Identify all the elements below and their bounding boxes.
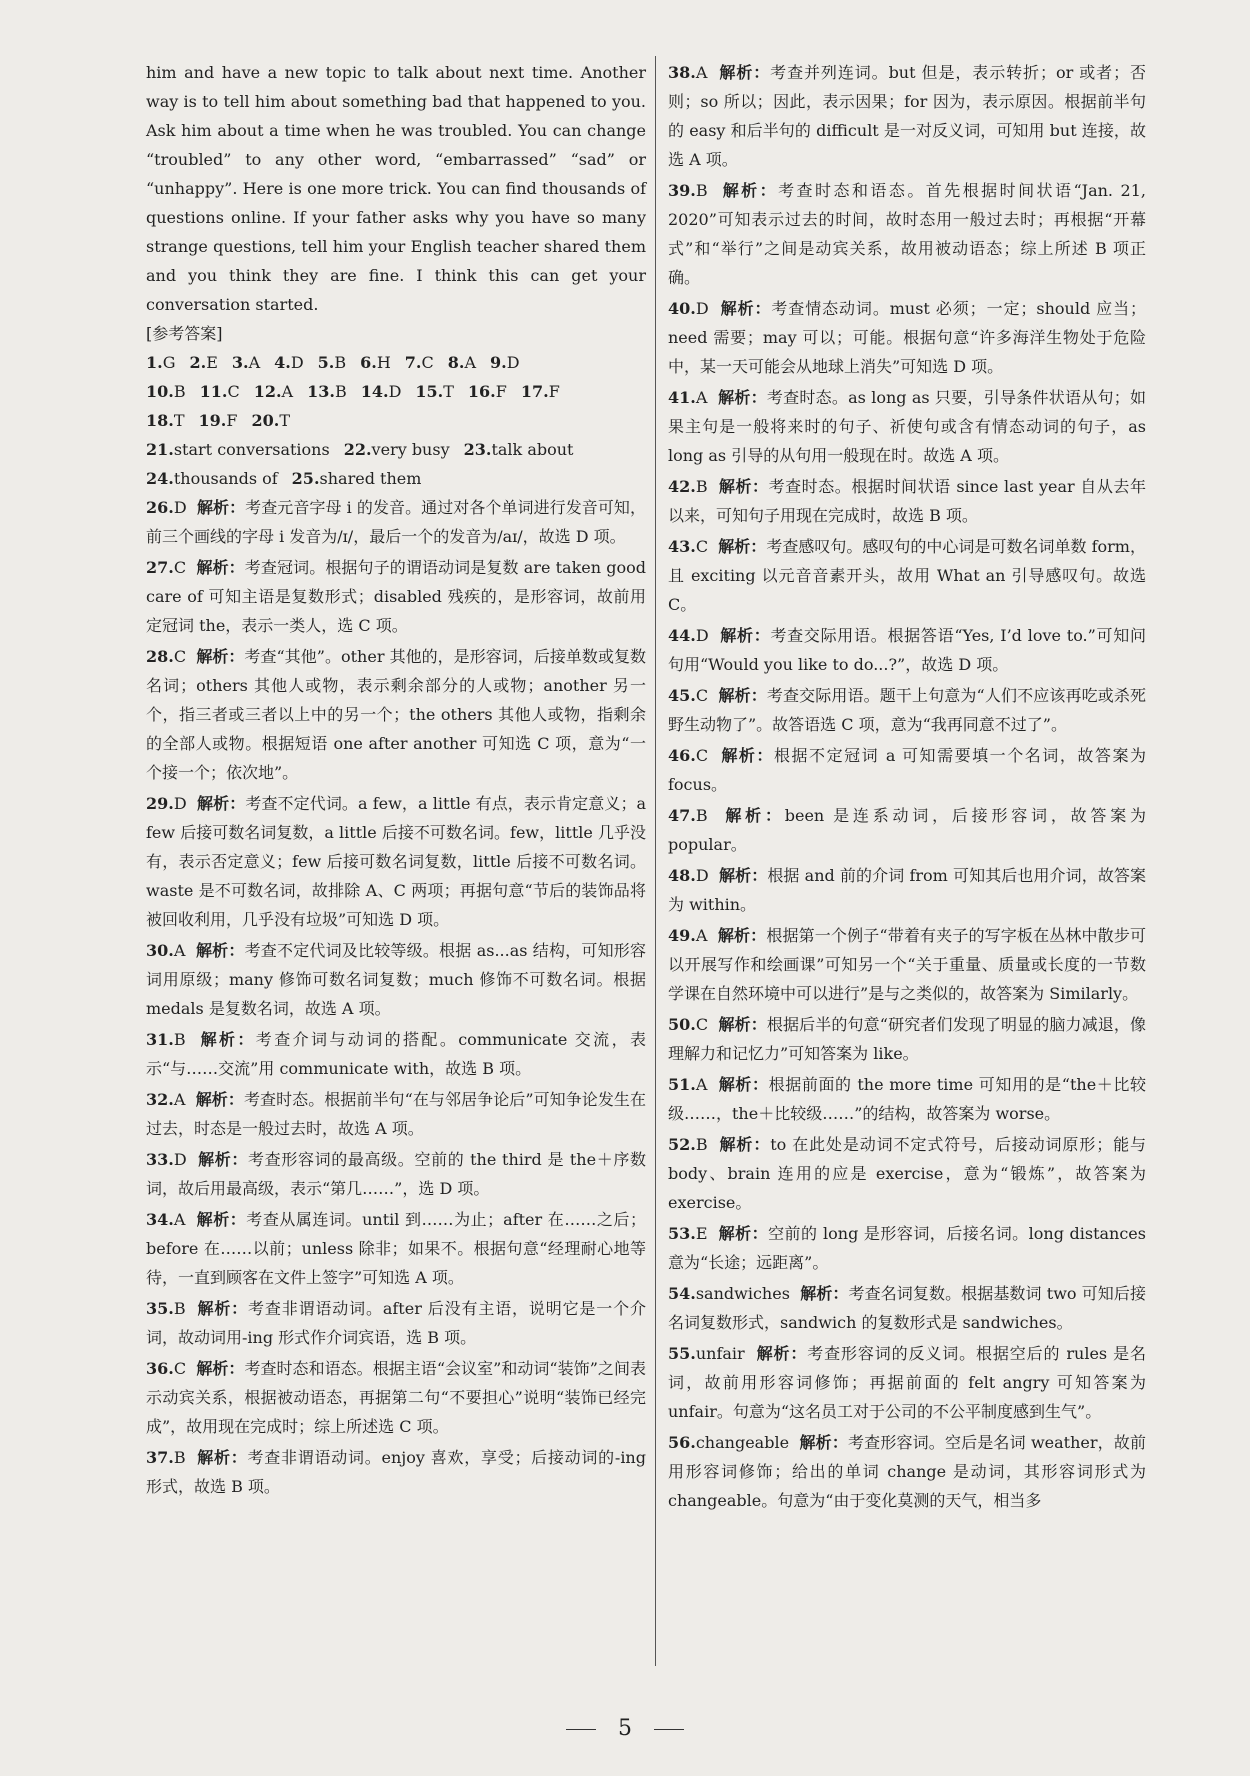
answer-key-item bbox=[199, 411, 238, 430]
question-number: 39. bbox=[668, 181, 696, 200]
explanation-label: 解析： bbox=[718, 388, 767, 407]
answer-key-item bbox=[415, 382, 454, 401]
explanation-text: 考查非谓语动词。after 后没有主语，说明它是一个介词，故动词用-ing 形式作介词宾语，选 B 项。 bbox=[146, 1299, 646, 1347]
explanation-label: 解析： bbox=[196, 647, 245, 666]
explanation-item bbox=[668, 1279, 1146, 1337]
explanation-label: 解析： bbox=[197, 1448, 248, 1467]
explanation-label: 解析： bbox=[718, 686, 767, 705]
answer-number: 1. bbox=[146, 353, 163, 372]
question-number: 50. bbox=[668, 1015, 696, 1034]
explanation-text: 根据不定冠词 a 可知需要填一个名词，故答案为 focus。 bbox=[668, 746, 1146, 794]
answer-number: 15. bbox=[415, 382, 444, 401]
answer-value: A bbox=[464, 353, 477, 372]
answer-key-item bbox=[232, 353, 260, 372]
answer-number: 21. bbox=[146, 440, 174, 459]
answer-letter: changeable bbox=[695, 1433, 800, 1452]
answer-key-item bbox=[146, 469, 278, 488]
answer-value: B bbox=[334, 382, 347, 401]
question-number: 47. bbox=[668, 806, 696, 825]
explanation-item bbox=[668, 1339, 1146, 1426]
answer-letter: B bbox=[173, 1448, 198, 1467]
answer-value: thousands of bbox=[173, 469, 278, 488]
explanation-item bbox=[146, 1205, 646, 1292]
explanation-label: 解析： bbox=[720, 299, 772, 318]
explanation-item bbox=[146, 553, 646, 640]
page-number bbox=[0, 1716, 1250, 1741]
explanation-item bbox=[146, 1145, 646, 1203]
explanation-text: 根据前面的 the more time 可知用的是“the＋比较级……，the＋比较级……”的结构，故答案为 worse。 bbox=[668, 1075, 1146, 1123]
explanation-text: 考查时态和语态。根据主语“会议室”和动词“装饰”之间表示动宾关系，根据被动语态，再据第二句“不要担心”说明“装饰已经完成”，故用现在完成时；综上所述选 C 项。 bbox=[146, 1359, 646, 1436]
answer-value: F bbox=[548, 382, 560, 401]
explanation-text: been 是连系动词，后接形容词，故答案为 popular。 bbox=[668, 806, 1146, 854]
question-number: 45. bbox=[668, 686, 696, 705]
explanation-item bbox=[146, 1025, 646, 1083]
answer-number: 17. bbox=[520, 382, 549, 401]
answer-letter: B bbox=[173, 1030, 201, 1049]
explanation-label: 解析： bbox=[799, 1433, 848, 1452]
question-number: 43. bbox=[668, 537, 696, 556]
explanation-label: 解析： bbox=[718, 477, 769, 496]
answer-key bbox=[146, 348, 646, 493]
answer-number: 12. bbox=[253, 382, 282, 401]
answer-key-row bbox=[146, 348, 646, 377]
explanation-item bbox=[668, 1130, 1146, 1217]
right-explanations bbox=[668, 58, 1146, 1515]
explanation-item bbox=[146, 936, 646, 1023]
explanation-item bbox=[668, 532, 1146, 619]
answer-letter: D bbox=[173, 498, 197, 517]
answer-value: F bbox=[226, 411, 238, 430]
answer-letter: D bbox=[695, 299, 721, 318]
explanation-text: 考查元音字母 i 的发音。通过对各个单词进行发音可知，前三个画线的字母 i 发音为/ɪ/，最后一个的发音为/aɪ/，故选 D 项。 bbox=[146, 498, 646, 546]
answer-key-item bbox=[490, 353, 520, 372]
answer-letter: C bbox=[173, 647, 197, 666]
explanation-item bbox=[668, 383, 1146, 470]
explanation-label: 解析： bbox=[756, 1344, 808, 1363]
answer-key-row bbox=[146, 377, 646, 406]
explanation-label: 解析： bbox=[722, 181, 779, 200]
explanation-item bbox=[668, 294, 1146, 381]
answer-key-item bbox=[146, 382, 186, 401]
explanation-label: 解析： bbox=[718, 1015, 767, 1034]
question-number: 48. bbox=[668, 866, 696, 885]
explanation-text: to 在此处是动词不定式符号，后接动词原形；能与 body、brain 连用的应是 exercise，意为“锻炼”，故答案为 exercise。 bbox=[668, 1135, 1146, 1212]
question-number: 40. bbox=[668, 299, 696, 318]
explanation-text: 考查介词与动词的搭配。communicate 交流，表示“与……交流”用 communicate with，故选 B 项。 bbox=[146, 1030, 646, 1078]
question-number: 27. bbox=[146, 558, 174, 577]
question-number: 55. bbox=[668, 1344, 696, 1363]
answer-key-row bbox=[146, 435, 646, 464]
answer-key-item bbox=[200, 382, 240, 401]
explanation-text: 考查形容词的最高级。空前的 the third 是 the＋序数词，故后用最高级，表示“第几……”，选 D 项。 bbox=[146, 1150, 646, 1198]
answer-letter: A bbox=[173, 1090, 196, 1109]
answer-letter: C bbox=[695, 537, 719, 556]
answer-number: 9. bbox=[490, 353, 507, 372]
explanation-item bbox=[146, 1354, 646, 1441]
explanation-item bbox=[146, 1085, 646, 1143]
explanation-label: 解析： bbox=[195, 941, 245, 960]
explanation-text: 考查时态和语态。首先根据时间状语“Jan. 21, 2020”可知表示过去的时间，故时态用一般过去时；再根据“开幕式”和“举行”之间是动宾关系，故用被动语态；综上所述 B 项正确。 bbox=[668, 181, 1146, 287]
answer-key-item bbox=[318, 353, 346, 372]
explanation-label: 解析： bbox=[718, 537, 767, 556]
answer-number: 11. bbox=[199, 382, 228, 401]
answer-letter: D bbox=[173, 794, 198, 813]
answer-key-item bbox=[521, 382, 560, 401]
explanation-label: 解析： bbox=[720, 626, 771, 645]
answer-number: 20. bbox=[251, 411, 280, 430]
explanation-item bbox=[668, 1010, 1146, 1068]
question-number: 29. bbox=[146, 794, 174, 813]
explanation-text: 考查非谓语动词。enjoy 喜欢，享受；后接动词的-ing 形式，故选 B 项。 bbox=[146, 1448, 646, 1496]
explanation-item bbox=[668, 1428, 1146, 1515]
answer-key-item bbox=[361, 382, 402, 401]
answer-number: 4. bbox=[274, 353, 291, 372]
question-number: 44. bbox=[668, 626, 696, 645]
question-number: 52. bbox=[668, 1135, 696, 1154]
explanation-item bbox=[668, 801, 1146, 859]
answer-letter: C bbox=[695, 1015, 719, 1034]
answer-number: 22. bbox=[343, 440, 372, 459]
answer-letter: D bbox=[695, 866, 720, 885]
answer-key-item bbox=[274, 353, 304, 372]
explanation-label: 解析： bbox=[719, 63, 771, 82]
explanation-label: 解析： bbox=[196, 1359, 245, 1378]
answer-number: 2. bbox=[189, 353, 207, 372]
explanation-label: 解析： bbox=[197, 1299, 249, 1318]
explanation-label: 解析： bbox=[198, 1150, 249, 1169]
answer-value: A bbox=[281, 382, 294, 401]
answer-number: 18. bbox=[146, 411, 174, 430]
question-number: 53. bbox=[668, 1224, 696, 1243]
passage-paragraph: him and have a new topic to talk about next time. Another way is to tell him about something bad that happened to you. Ask him about a time when he was troubled. You can change “troubled” to any other word, “embarrassed” “sad” or “unhappy”. Here is one more trick. You can find thousands of questions online. If your father asks why you have so many strange questions, tell him your English teacher shared them and you think they are fine. I think this can get your conversation started. bbox=[146, 63, 646, 314]
page-number-dash-left bbox=[566, 1729, 596, 1730]
answer-letter: A bbox=[695, 926, 718, 945]
explanation-text: 考查感叹句。感叹句的中心词是可数名词单数 form，且 exciting 以元音音素开头，故用 What an 引导感叹句。故选 C。 bbox=[668, 537, 1146, 614]
explanation-text: 根据第一个例子“带着有夹子的写字板在丛林中散步可以开展写作和绘画课”可知另一个“关于重量、质量或长度的一节数学课在自然环境中可以进行”是与之类似的，故答案为 Similarly。 bbox=[668, 926, 1146, 1003]
answer-key-item bbox=[448, 353, 476, 372]
question-number: 28. bbox=[146, 647, 174, 666]
answer-number: 6. bbox=[360, 353, 377, 372]
answer-number: 13. bbox=[307, 382, 335, 401]
answer-number: 7. bbox=[404, 353, 422, 372]
explanation-label: 解析： bbox=[719, 866, 768, 885]
answer-value: C bbox=[227, 382, 240, 401]
right-column bbox=[668, 58, 1146, 1517]
answer-number: 8. bbox=[447, 353, 465, 372]
answer-number: 5. bbox=[317, 353, 335, 372]
explanation-text: 根据 and 前的介词 from 可知其后也用介词，故答案为 within。 bbox=[668, 866, 1146, 914]
answer-letter: C bbox=[695, 746, 722, 765]
answer-letter: sandwiches bbox=[695, 1284, 801, 1303]
question-number: 33. bbox=[146, 1150, 174, 1169]
answer-value: very busy bbox=[371, 440, 450, 459]
answer-key-item bbox=[464, 440, 574, 459]
question-number: 56. bbox=[668, 1433, 696, 1452]
answer-value: A bbox=[248, 353, 261, 372]
question-number: 38. bbox=[668, 63, 696, 82]
question-number: 41. bbox=[668, 388, 696, 407]
answer-key-item bbox=[146, 353, 175, 372]
explanation-text: 考查形容词的反义词。根据空后的 rules 是名词，故前用形容词修饰；再据前面的 felt angry 可知答案为 unfair。句意为“这名员工对于公司的不公平制度感到生气”。 bbox=[668, 1344, 1146, 1421]
page-number-value: 5 bbox=[618, 1716, 632, 1741]
answer-letter: B bbox=[695, 477, 719, 496]
question-number: 42. bbox=[668, 477, 696, 496]
explanation-label: 解析： bbox=[725, 806, 785, 825]
answer-letter: unfair bbox=[695, 1344, 757, 1363]
explanation-item bbox=[146, 1294, 646, 1352]
answer-value: G bbox=[162, 353, 176, 372]
answer-letter: C bbox=[173, 558, 197, 577]
explanation-item bbox=[668, 176, 1146, 292]
explanation-text: 考查不定代词及比较等级。根据 as...as 结构，可知形容词用原级；many 修饰可数名词复数；much 修饰不可数名词。根据 medals 是复数名词，故选 A 项。 bbox=[146, 941, 646, 1018]
answer-letter: B bbox=[695, 181, 723, 200]
page-number-dash-right bbox=[654, 1729, 684, 1730]
explanation-item bbox=[146, 642, 646, 787]
answer-letter: E bbox=[695, 1224, 719, 1243]
explanation-item bbox=[668, 861, 1146, 919]
answer-letter: A bbox=[695, 1075, 719, 1094]
question-number: 36. bbox=[146, 1359, 174, 1378]
explanation-text: 考查时态。as long as 只要，引导条件状语从句；如果主句是一般将来时的句子、祈使句或含有情态动词的句子，as long as 引导的从句用一般现在时。故选 A 项。 bbox=[668, 388, 1146, 465]
answer-key-item bbox=[254, 382, 293, 401]
explanation-text: 考查时态。根据时间状语 since last year 自从去年以来，可知句子用现在完成时，故选 B 项。 bbox=[668, 477, 1146, 525]
answer-value: B bbox=[334, 353, 347, 372]
answer-number: 24. bbox=[146, 469, 174, 488]
question-number: 46. bbox=[668, 746, 696, 765]
question-number: 49. bbox=[668, 926, 696, 945]
explanation-label: 解析： bbox=[196, 498, 246, 517]
explanation-text: 考查形容词。空后是名词 weather，故前用形容词修饰；给出的单词 change 是动词，其形容词形式为 changeable。句意为“由于变化莫测的天气，相当多 bbox=[668, 1433, 1146, 1510]
explanation-item bbox=[668, 921, 1146, 1008]
answer-letter: C bbox=[173, 1359, 197, 1378]
explanation-text: 考查情态动词。must 必须；一定；should 应当；need 需要；may 可以；可能。根据句意“许多海洋生物处于危险中，某一天可能会从地球上消失”可知选 D 项。 bbox=[668, 299, 1146, 376]
question-number: 35. bbox=[146, 1299, 174, 1318]
explanation-item bbox=[668, 1070, 1146, 1128]
answer-value: B bbox=[173, 382, 186, 401]
answer-number: 16. bbox=[467, 382, 496, 401]
question-number: 31. bbox=[146, 1030, 174, 1049]
explanation-label: 解析： bbox=[718, 1224, 769, 1243]
answer-value: T bbox=[443, 382, 454, 401]
explanation-label: 解析： bbox=[718, 1075, 769, 1094]
explanation-text: 考查交际用语。题干上句意为“人们不应该再吃或杀死野生动物了”。故答语选 C 项，意为“我再同意不过了”。 bbox=[668, 686, 1146, 734]
answer-key-row bbox=[146, 464, 646, 493]
answer-number: 19. bbox=[198, 411, 227, 430]
explanation-item bbox=[668, 621, 1146, 679]
answer-key-item bbox=[307, 382, 347, 401]
explanation-label: 解析： bbox=[196, 558, 245, 577]
answer-value: T bbox=[279, 411, 290, 430]
explanation-label: 解析： bbox=[200, 1030, 256, 1049]
answer-letter: B bbox=[173, 1299, 198, 1318]
answer-value: D bbox=[388, 382, 402, 401]
explanation-label: 解析： bbox=[195, 1090, 244, 1109]
answer-value: D bbox=[290, 353, 304, 372]
answer-letter: A bbox=[173, 1210, 197, 1229]
answer-value: E bbox=[206, 353, 218, 372]
explanation-label: 解析： bbox=[197, 794, 246, 813]
explanation-label: 解析： bbox=[719, 1135, 771, 1154]
answer-letter: D bbox=[695, 626, 721, 645]
answer-key-item bbox=[146, 440, 330, 459]
answer-key-item bbox=[344, 440, 450, 459]
explanation-label: 解析： bbox=[717, 926, 767, 945]
question-number: 54. bbox=[668, 1284, 696, 1303]
answer-key-item bbox=[405, 353, 434, 372]
answer-number: 10. bbox=[146, 382, 174, 401]
answer-key-item bbox=[292, 469, 422, 488]
question-number: 32. bbox=[146, 1090, 174, 1109]
answer-key-item bbox=[189, 353, 217, 372]
explanation-text: 考查“其他”。other 其他的，是形容词，后接单数或复数名词；others 其他人或物，表示剩余部分的人或物；another 另一个，指三者或三者以上中的另一个；the others 其他人或物，指剩余的全部人或物。根据短语 one after another 可知选 C 项，意为“一个接一个；依次地”。 bbox=[146, 647, 646, 782]
question-number: 26. bbox=[146, 498, 174, 517]
answer-value: F bbox=[495, 382, 507, 401]
answer-value: start conversations bbox=[173, 440, 330, 459]
explanation-label: 解析： bbox=[196, 1210, 247, 1229]
question-number: 37. bbox=[146, 1448, 174, 1467]
answer-number: 14. bbox=[360, 382, 389, 401]
answer-letter: B bbox=[695, 806, 726, 825]
left-explanations bbox=[146, 493, 646, 1501]
explanation-label: 解析： bbox=[721, 746, 774, 765]
explanation-text: 考查从属连词。until 到……为止；after 在……之后；before 在……以前；unless 除非；如果不。根据句意“经理耐心地等待，一直到顾客在文件上签字”可知选 A 项。 bbox=[146, 1210, 646, 1287]
explanation-item bbox=[668, 58, 1146, 174]
question-number: 51. bbox=[668, 1075, 696, 1094]
answer-key-item bbox=[146, 411, 185, 430]
answer-letter: D bbox=[173, 1150, 199, 1169]
answer-key-item bbox=[360, 353, 391, 372]
explanation-text: 根据后半的句意“研究者们发现了明显的脑力减退，像理解力和记忆力”可知答案为 like。 bbox=[668, 1015, 1146, 1063]
explanation-text: 空前的 long 是形容词，后接名词。long distances 意为“长途；远距离”。 bbox=[668, 1224, 1146, 1272]
explanation-text: 考查时态。根据前半句“在与邻居争论后”可知争论发生在过去，时态是一般过去时，故选 A 项。 bbox=[146, 1090, 646, 1138]
question-number: 30. bbox=[146, 941, 174, 960]
question-number: 34. bbox=[146, 1210, 174, 1229]
answer-key-item bbox=[251, 411, 290, 430]
answer-number: 23. bbox=[463, 440, 492, 459]
answer-letter: A bbox=[695, 388, 719, 407]
explanation-item bbox=[668, 472, 1146, 530]
answer-letter: A bbox=[173, 941, 196, 960]
explanation-text: 考查不定代词。a few，a little 有点，表示肯定意义；a few 后接可数名词复数，a little 后接不可数名词。few，little 几乎没有，表示否定意义；few 后接可数名词复数，little 后接不可数名词。waste 是不可数名词，故排除 A、C 两项；再据句意“节后的装饰品将被回收利用，几乎没有垃圾”可知选 D 项。 bbox=[146, 794, 646, 929]
answer-value: talk about bbox=[491, 440, 574, 459]
answer-value: C bbox=[421, 353, 434, 372]
explanation-text: 考查冠词。根据句子的谓语动词是复数 are taken good care of 可知主语是复数形式；disabled 残疾的，是形容词，故前用定冠词 the，表示一类人，选 C 项。 bbox=[146, 558, 646, 635]
explanation-item bbox=[146, 493, 646, 551]
explanation-text: 考查交际用语。根据答语“Yes, I’d love to.”可知问句用“Would you like to do...?”，故选 D 项。 bbox=[668, 626, 1146, 674]
explanation-item bbox=[668, 741, 1146, 799]
answer-value: T bbox=[173, 411, 185, 430]
answer-key-row bbox=[146, 406, 646, 435]
explanation-label: 解析： bbox=[800, 1284, 849, 1303]
answer-number: 3. bbox=[231, 353, 249, 372]
answer-value: D bbox=[506, 353, 520, 372]
answer-value: shared them bbox=[319, 469, 422, 488]
explanation-text: 考查并列连词。but 但是，表示转折；or 或者；否则；so 所以；因此，表示因果；for 因为，表示原因。根据前半句的 easy 和后半句的 difficult 是一对反义词，可知用 but 连接，故选 A 项。 bbox=[668, 63, 1146, 169]
explanation-item bbox=[146, 1443, 646, 1501]
explanation-item bbox=[668, 681, 1146, 739]
answer-number: 25. bbox=[291, 469, 320, 488]
explanation-item bbox=[146, 789, 646, 934]
explanation-text: 考查名词复数。根据基数词 two 可知后接名词复数形式，sandwich 的复数形式是 sandwiches。 bbox=[668, 1284, 1146, 1332]
answer-value: H bbox=[376, 353, 391, 372]
column-divider bbox=[655, 56, 656, 1666]
left-column bbox=[146, 58, 646, 1503]
answer-letter: A bbox=[695, 63, 720, 82]
answer-letter: C bbox=[695, 686, 719, 705]
answer-key-item bbox=[468, 382, 507, 401]
answer-letter: B bbox=[695, 1135, 720, 1154]
explanation-item bbox=[668, 1219, 1146, 1277]
answer-key-heading: [参考答案] bbox=[146, 324, 223, 343]
